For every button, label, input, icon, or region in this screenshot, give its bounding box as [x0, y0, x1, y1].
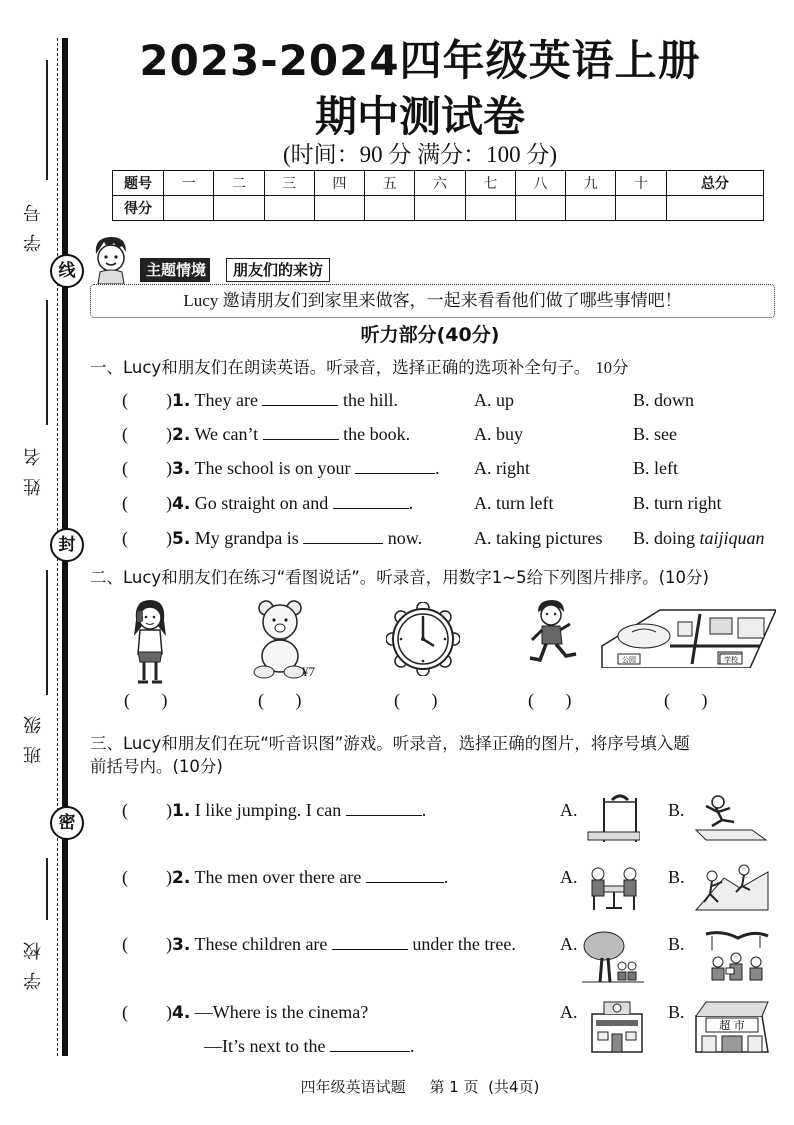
supermarket-sign: 超 市: [719, 1019, 745, 1032]
s1-question-3: ( )3. The school is on your .: [122, 458, 440, 479]
score-col-total: 总分: [666, 171, 763, 196]
s3-q1-option-b[interactable]: B.: [668, 800, 685, 820]
s1-question-5: ( )5. My grandpa is now.: [122, 528, 423, 549]
girl-phone-icon: [124, 596, 174, 688]
class-label: 班级: [23, 704, 45, 764]
theme-tag: 主题情境: [140, 258, 210, 282]
children-under-tree-icon: [582, 928, 644, 984]
s1-question-1: ( )1. They are the hill.: [122, 390, 398, 411]
name-label: 姓名: [23, 436, 45, 496]
s1-q5-option-b[interactable]: B. doing taijiquan: [633, 528, 765, 548]
page-footer: 四年级英语试题 第 1 页 (共4页): [300, 1078, 540, 1096]
bear-price: ¥7: [302, 664, 315, 679]
score-cell[interactable]: [314, 196, 364, 221]
score-cell[interactable]: [365, 196, 415, 221]
exam-title: 2023-2024四年级英语上册: [139, 36, 701, 85]
seal-xian: 线: [50, 254, 84, 288]
student-id-rule: [46, 60, 48, 180]
score-col: 八: [515, 171, 565, 196]
listening-heading: 听力部分(40分): [360, 324, 500, 346]
running-boy-icon: [526, 598, 582, 670]
s3-question-3: ( )3. These children are under the tree.: [122, 934, 516, 955]
boy-mascot-icon: [86, 232, 136, 284]
score-cell[interactable]: [415, 196, 465, 221]
men-playing-chess-icon: [586, 862, 642, 914]
s1-question-2: ( )2. We can’t the book.: [122, 424, 411, 445]
score-row-label: 得分: [113, 196, 164, 221]
score-cell[interactable]: [264, 196, 314, 221]
s1-q3-option-a[interactable]: A. right: [474, 458, 530, 478]
long-jump-icon: [692, 792, 770, 842]
section1-heading: 一、Lucy和朋友们在朗读英语。听录音，选择正确的选项补全句子。 10分: [90, 358, 629, 377]
s3-q4-option-b[interactable]: B.: [668, 1002, 685, 1022]
student-id-label: 学号: [23, 192, 45, 252]
s1-q2-option-b[interactable]: B. see: [633, 424, 677, 444]
town-map-icon: [600, 606, 776, 668]
s2-answer-2[interactable]: ( ): [258, 690, 302, 710]
theme-intro: Lucy 邀请朋友们到家里来做客，一起来看看他们做了哪些事情吧！: [90, 284, 775, 318]
map-label-school: 学校: [724, 656, 738, 664]
seal-feng: 封: [50, 528, 84, 562]
class-rule: [46, 570, 48, 695]
score-col: 七: [465, 171, 515, 196]
exam-time-and-score: (时间：90 分 满分：100 分): [282, 142, 558, 167]
s1-q4-option-b[interactable]: B. turn right: [633, 493, 722, 513]
s1-q4-option-a[interactable]: A. turn left: [474, 493, 554, 513]
score-col: 二: [214, 171, 264, 196]
s3-q4-option-a[interactable]: A.: [560, 1002, 578, 1022]
score-table-header-row: [113, 171, 764, 196]
s1-q2-option-a[interactable]: A. buy: [474, 424, 523, 444]
theme-name: 朋友们的来访: [226, 258, 330, 282]
s3-question-4: ( )4. —Where is the cinema?: [122, 1002, 369, 1023]
score-cell[interactable]: [616, 196, 666, 221]
s3-q1-option-a[interactable]: A.: [560, 800, 578, 820]
score-table-score-row: [113, 196, 764, 221]
score-cell[interactable]: [164, 196, 214, 221]
score-col: 一: [164, 171, 214, 196]
exam-title-line2: 期中测试卷: [314, 92, 525, 141]
s1-question-4: ( )4. Go straight on and .: [122, 493, 414, 514]
school-label: 学校: [23, 930, 45, 990]
s2-answer-3[interactable]: ( ): [394, 690, 438, 710]
s2-answer-4[interactable]: ( ): [528, 690, 572, 710]
score-cell[interactable]: [566, 196, 616, 221]
s3-question-4-line2: —It’s next to the .: [204, 1036, 415, 1056]
s1-q5-option-a[interactable]: A. taking pictures: [474, 528, 603, 548]
s3-question-1: ( )1. I like jumping. I can .: [122, 800, 427, 821]
seal-mi: 密: [50, 806, 84, 840]
score-cell[interactable]: [214, 196, 264, 221]
supermarket-building-icon: [692, 996, 774, 1054]
children-reading-icon: [702, 930, 772, 984]
s3-question-2: ( )2. The men over there are .: [122, 867, 449, 888]
score-col: 九: [566, 171, 616, 196]
high-jump-icon: [584, 792, 640, 846]
s3-q3-option-a[interactable]: A.: [560, 934, 578, 954]
score-col: 十: [616, 171, 666, 196]
school-rule: [46, 858, 48, 920]
score-col: 五: [365, 171, 415, 196]
s2-answer-1[interactable]: ( ): [124, 690, 168, 710]
s3-q3-option-b[interactable]: B.: [668, 934, 685, 954]
score-col: 三: [264, 171, 314, 196]
score-row-label: 题号: [113, 171, 164, 196]
s1-q3-option-b[interactable]: B. left: [633, 458, 678, 478]
cinema-building-icon: [584, 996, 650, 1054]
s3-q2-option-a[interactable]: A.: [560, 867, 578, 887]
map-label-park: 公园: [622, 656, 636, 664]
s2-answer-5[interactable]: ( ): [664, 690, 708, 710]
score-cell[interactable]: [465, 196, 515, 221]
clock-icon: [386, 602, 460, 676]
score-col: 四: [314, 171, 364, 196]
score-col: 六: [415, 171, 465, 196]
score-cell[interactable]: [666, 196, 763, 221]
score-table: [112, 170, 764, 221]
s1-q1-option-a[interactable]: A. up: [474, 390, 514, 410]
section2-heading: 二、Lucy和朋友们在练习“看图说话”。听录音，用数字1~5给下列图片排序。(10分): [90, 568, 709, 587]
s1-q1-option-b[interactable]: B. down: [633, 390, 695, 410]
men-climbing-icon: [694, 862, 770, 912]
section3-heading: 三、Lucy和朋友们在玩“听音识图”游戏。听录音，选择正确的图片，将序号填入题 前括号内。(10分): [90, 734, 690, 777]
score-cell[interactable]: [515, 196, 565, 221]
name-rule: [46, 300, 48, 425]
s3-q2-option-b[interactable]: B.: [668, 867, 685, 887]
